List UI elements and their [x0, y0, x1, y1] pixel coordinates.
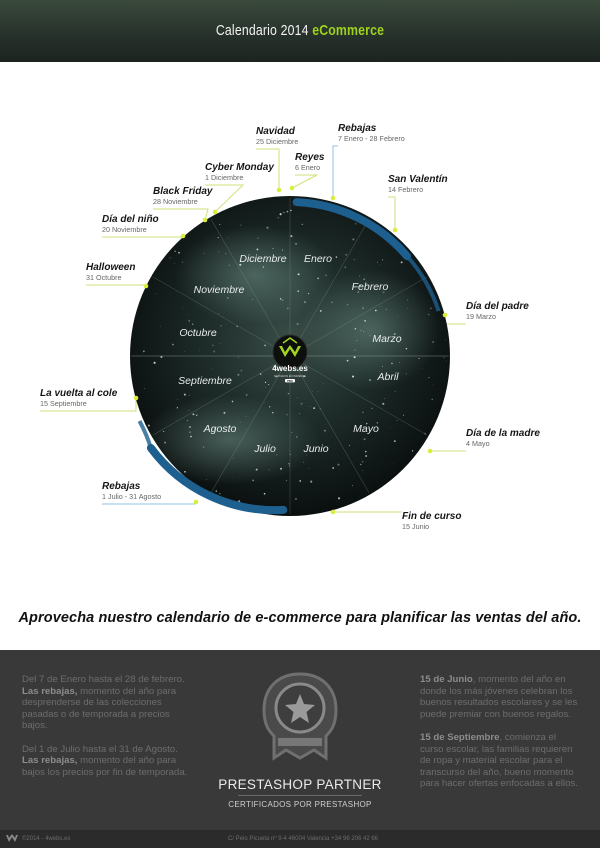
event-dot-navidad [277, 188, 282, 193]
event-dot-fin-curso [331, 510, 336, 515]
event-name-navidad: Navidad [256, 126, 295, 137]
event-date-san-valentin: 14 Febrero [388, 185, 424, 194]
event-name-black-friday: Black Friday [153, 186, 213, 197]
copyright: ©2014 - 4webs.es [22, 836, 71, 842]
footer-paragraph: 15 de Junio, momento del año en donde los más jóvenes celebran los buenos resultados escolares y se les puede premiar con buenos regalos. [420, 674, 578, 720]
logo-subtitle: SERVICIOS ECOMMERCE [274, 375, 306, 378]
logo-name: 4webs.es [272, 364, 308, 373]
event-dot-dia-madre [428, 449, 433, 454]
bottom-bar [0, 830, 600, 848]
event-dot-black-friday [203, 218, 208, 223]
month-label: Octubre [179, 327, 217, 339]
event-date-rebajas-verano: 1 Julio - 31 Agosto [102, 492, 162, 501]
event-date-dia-padre: 19 Marzo [466, 312, 496, 321]
tagline: Aprovecha nuestro calendario de e-commerce para planificar las ventas del año. [18, 610, 582, 626]
brand-logo [272, 335, 308, 383]
event-date-vuelta-cole: 15 Septiembre [40, 399, 87, 408]
partner-title: PRESTASHOP PARTNER [218, 777, 382, 792]
footer-logo-icon [6, 834, 18, 843]
month-label: Febrero [351, 281, 389, 293]
month-label: Diciembre [239, 253, 287, 265]
footer-paragraph: 15 de Septiembre, comienza el curso escolar, las familias requieren de ropa y material escolar para el transcurso del año, bueno momento para hacer ofertas enfocadas a ellos. [420, 732, 578, 789]
month-label: Abril [377, 371, 399, 383]
month-label: Noviembre [193, 284, 245, 296]
event-dot-rebajas-verano [194, 500, 199, 505]
event-name-halloween: Halloween [86, 262, 136, 273]
month-label: Septiembre [178, 375, 232, 387]
event-name-fin-curso: Fin de curso [402, 511, 462, 522]
event-name-dia-nino: Día del niño [102, 214, 159, 225]
event-name-dia-madre: Día de la madre [466, 428, 540, 439]
partner-subtitle: CERTIFICADOS POR PRESTASHOP [228, 800, 372, 809]
event-dot-vuelta-cole [134, 396, 139, 401]
event-name-vuelta-cole: La vuelta al cole [40, 388, 118, 399]
footer-left-column [22, 674, 192, 790]
footer-paragraph: Del 1 de Julio hasta el 31 de Agosto. Las rebajas, momento del año para bajos los precios por fin de temporada. [22, 743, 188, 778]
connector-black-friday [153, 209, 208, 220]
partner-divider [238, 795, 362, 796]
event-date-black-friday: 28 Noviembre [153, 197, 198, 206]
calendar-wheel-area [0, 62, 600, 592]
event-name-rebajas-verano: Rebajas [102, 481, 141, 492]
connector-rebajas-invierno [333, 146, 338, 198]
event-dot-cyber-monday [213, 210, 218, 215]
event-dot-rebajas-invierno [331, 196, 336, 201]
month-label: Julio [254, 443, 276, 455]
month-label: Junio [303, 443, 329, 455]
event-dot-san-valentin [393, 228, 398, 233]
title-prefix: Calendario 2014 [215, 22, 313, 39]
title-accent: eCommerce [312, 22, 385, 39]
event-name-san-valentin: San Valentín [388, 174, 448, 185]
event-date-dia-madre: 4 Mayo [466, 439, 490, 448]
event-name-rebajas-invierno: Rebajas [338, 123, 377, 134]
event-date-halloween: 31 Octubre [86, 273, 122, 282]
event-date-cyber-monday: 1 Diciembre [205, 173, 244, 182]
event-date-navidad: 25 Diciembre [256, 137, 299, 146]
event-date-reyes: 6 Enero [295, 163, 321, 172]
month-label: Marzo [372, 333, 402, 345]
event-date-dia-nino: 20 Noviembre [102, 225, 147, 234]
connector-dia-nino [102, 236, 190, 237]
month-label: Agosto [203, 423, 237, 435]
connector-reyes [292, 175, 317, 188]
month-label: Mayo [353, 423, 379, 435]
event-dot-reyes [290, 186, 295, 191]
address: C/ Pelo Picueta nº 9-4 46004 Valencia +34 96 206 42 66 [228, 836, 379, 842]
month-label: Enero [303, 253, 333, 265]
event-date-fin-curso: 15 Junio [402, 522, 430, 531]
event-name-cyber-monday: Cyber Monday [205, 162, 274, 173]
event-name-reyes: Reyes [295, 152, 325, 163]
logo-badge: PRO [287, 379, 293, 383]
header-banner [0, 0, 600, 62]
event-date-rebajas-invierno: 7 Enero - 28 Febrero [338, 134, 405, 143]
page-title [54, 22, 546, 39]
event-name-dia-padre: Día del padre [466, 301, 529, 312]
calendar-wheel [0, 62, 600, 592]
event-dot-dia-nino [181, 234, 186, 239]
connector-san-valentin [388, 197, 395, 230]
partner-badge-icon [258, 670, 342, 762]
event-dot-dia-padre [443, 313, 448, 318]
footer-paragraph: Del 7 de Enero hasta el 28 de febrero. Las rebajas, momento del año para desprenderse de las colecciones pasadas o de temporada a precios bajos. [22, 674, 185, 731]
connector-dia-padre [445, 315, 466, 324]
event-dot-halloween [144, 284, 149, 289]
